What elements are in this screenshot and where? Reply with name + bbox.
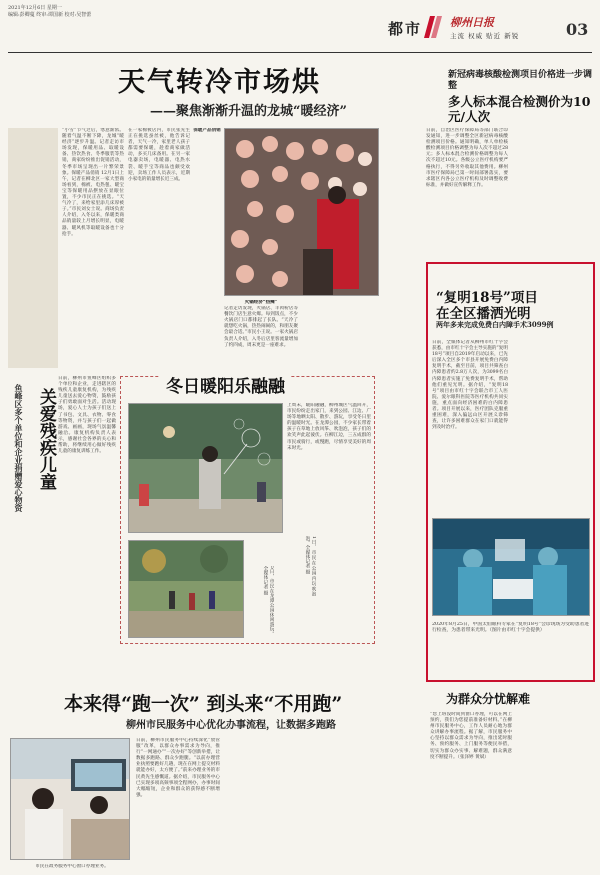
lead-headline: 天气转冷市场烘 bbox=[118, 67, 321, 98]
bottom-body: 日前，柳州市民服务中心持续深化“放管服”改革，以群众办事需求为导向，推行“一网通办”“一次办好”等创新举措，让数据多跑路、群众少跑腿。“以前办理营业执照要跑好几趟，现在在网上提交材料就能办好，太方便了。”前来办理业务的市民黄先生感慨道。据介绍，市民服务中心已实现多项高频事项全程网办，办事时间大幅缩短，企业和群众的获得感不断增强。 bbox=[136, 738, 220, 798]
surgery-photo-illustration bbox=[433, 519, 590, 616]
left-top-filler bbox=[8, 128, 58, 368]
bottom-photo bbox=[10, 738, 130, 860]
left-headline: 关爱残疾儿童 bbox=[36, 388, 56, 490]
service-body-right-col2 bbox=[516, 712, 594, 870]
nucleic-headline: 新冠病毒核酸检测项目价格进一步调整 bbox=[448, 70, 593, 91]
bottom-headline: 本来得“跑一次” 到头来“不用跑” bbox=[64, 693, 343, 715]
service-hall-photo-illustration bbox=[11, 739, 130, 860]
service-headline-right: 为群众分忧解难 bbox=[446, 692, 531, 706]
newspaper-logo: 柳州日报 bbox=[450, 16, 494, 29]
nucleic-body-col1: 日前，自治区医疗保障局等部门联合印发通知，进一步调整全区新冠病毒核酸检测项目价格。通知明确，单人单检核酸检测项目价格调整为每人次不超过28元；多人标本混合检测价格调整为每人次不超过10元。各级公立医疗机构要严格执行，不得另外收取其他费用。柳州市医疗保障局已第一时间部署落实，要求辖区内各公立医疗机构及时调整收费标准，并做好宣传解释工作。 bbox=[426, 128, 508, 188]
fuming-headline1: “复明18号”项目 bbox=[436, 290, 538, 306]
fuming-body: 日前，全媒体记者从柳州市红十字会获悉，由市红十字会主导实施的“复明18号”项目自2019年启动以来，已先后深入全区多个市县开展免费白内障复明手术，截至目前，项目共筛查白内障患者约2.8万人次，为3099名白内障患者实施了免费复明手术，帮助他们重见光明。据介绍，“复明18号”项目由市红十字会联合市工人医院、爱尔眼科医院等医疗机构共同实施，重点面向经济困难的白内障患者。项目开展以来，医疗团队克服重重困难，深入偏远山区开展义诊筛查，让许多困难群众在家门口就能得到及时治疗。 bbox=[432, 340, 508, 431]
nucleic-body-col2 bbox=[512, 128, 594, 258]
left-subhead: 鱼峰区多个单位和企业捐赠爱心物资 bbox=[14, 384, 24, 512]
lead-side-block bbox=[224, 300, 298, 366]
lead-body-col2: 在一家棉被店内，市民张先生正在挑选蚕丝被，他告诉记者，天气一冷，家里老人孩子都需要保暖，趁着商家做活动，多买几床备用。在另一家电器卖场，电暖器、电热水袋、暖手宝等商品也颇受欢迎，卖场工作人员表示，近期小家电的销量增长近三成。 bbox=[128, 128, 190, 182]
winter-body: 上周末，暖阳融融，柳州城区气温回升，市民纷纷走出家门，来到公园、江边、广场等地晒太阳、散步、游玩，享受冬日里的温暖时光。在龙潭公园，不少家长带着孩子在草地上放风筝、吹泡泡，孩子们的欢笑声此起彼伏。在柳江边，三五成群的市民或骑行，或慢跑，尽情享受美好的周末时光。 bbox=[287, 403, 371, 451]
page-number: 03 bbox=[566, 20, 589, 39]
service-body-right: “您上班没时间到窗口办理，可以在网上预约，我们为您提前准备好材料。”在柳州市民服务中心，工作人员耐心地为群众讲解办事流程。据了解，市民服务中心坚持以群众需求为导向，推出延时服务、预约服务、上门服务等便民举措，切实为群众办实事、解难题，群众满意度不断提升。（张泽婷 黄斌） bbox=[430, 712, 512, 760]
winter-caption-left: 1日，市民在公园内玩吹泡泡。全媒体记者 摄 bbox=[304, 536, 316, 596]
lead-photo-caption: 火锅经济“热辣” bbox=[244, 300, 278, 305]
right-filler bbox=[384, 262, 424, 366]
section-title: 都市 bbox=[388, 20, 423, 38]
section-slash-icon bbox=[424, 14, 442, 40]
masthead-tagline: 主流 权威 贴近 新锐 bbox=[450, 32, 520, 40]
bottom-body-col2 bbox=[224, 738, 308, 872]
left-body: 日前，柳州市鱼峰区组织多个单位和企业，走进辖区的残疾儿童康复机构，为残疾儿童送去爱心物资，鼓励孩子们勇敢面对生活。活动现场，爱心人士为孩子们送上了书包、文具、衣物、零食等物资，并与孩子们一起做游戏、画画，现场气氛温馨融洽。康复机构负责人表示，感谢社会各界的关心和帮助，将继续用心做好残疾儿童的康复训练工作。 bbox=[58, 376, 116, 455]
lead-section-label: 保暖产品俏销 bbox=[193, 128, 221, 133]
fuming-headline2: 在全区播洒光明 bbox=[436, 306, 531, 322]
lead-body-col4 bbox=[304, 300, 379, 366]
fuming-subhead: 两年多来完成免费白内障手术3099例 bbox=[436, 320, 554, 329]
lead-photo bbox=[224, 128, 379, 296]
winter-photo-right bbox=[128, 540, 244, 638]
lead-body-col1: “小雪”节气过后，寒意渐浓。随着气温不断下降，龙城“暖经济”逐步升温。记者走访市场发现，保暖用品、取暖设备、热饮热食、冬季服装等热销，商家纷纷推出促销活动，冬季市场呈现出一片繁荣景象。保暖产品俏销 12月1日上午，记者在柳北区一家大型商场看到，棉被、电热毯、暖宝宝等保暖用品摆放在显眼位置，不少市民正在挑选。“天气冷了，来给家里添几床厚被子。”市民刘女士说。商场负责人介绍，入冬以来，保暖类商品销量较上月增长明显，电暖器、暖风机等取暖设备也十分抢手。 bbox=[62, 128, 124, 237]
editors-line: 编辑:彭卿蔓 终审:谭国新 校对:吴智蕾 bbox=[8, 12, 92, 18]
winter-headline: 冬日暖阳乐融融 bbox=[160, 372, 291, 397]
nucleic-body-col0 bbox=[384, 128, 424, 260]
bottom-subhead: 柳州市民服务中心优化办事流程，让数据多跑路 bbox=[126, 720, 336, 731]
bubble-photo-illustration bbox=[129, 404, 283, 533]
masthead-meta bbox=[8, 5, 91, 19]
bottom-photo-caption: 市民在政务服务中心窗口办理业务。 bbox=[35, 864, 109, 869]
winter-caption-right: 5日，市民在龙潭公园休闲游玩。全媒体记者 摄 bbox=[262, 566, 274, 636]
fuming-body-col2 bbox=[512, 340, 590, 514]
lead-subhead: ——聚焦渐渐升温的龙城“暖经济” bbox=[150, 104, 347, 119]
nucleic-subheadline: 多人标本混合检测价为10元/人次 bbox=[448, 94, 591, 124]
lead-body-col3: 记者走访发现，火锅店、羊肉粉店等餐饮门店生意火爆。每到饭点，不少火锅店门口都排起了长队。“天冷了就想吃火锅，热热闹闹的，和朋友聚会最合适。”市民小王说。一家火锅店负责人介绍，入冬后店里客流量增加了约四成，周末更是一座难求。 bbox=[224, 306, 298, 348]
date-line: 2021年12月6日 星期一 bbox=[8, 5, 62, 11]
header-rule bbox=[8, 52, 592, 53]
park-photo-illustration bbox=[129, 541, 244, 638]
fuming-caption: 2020年8月25日，中国太仙眼科专家在“复明18号”会诊现场为受助患者进行检查，为患者带来光明。（图片由市红十字会提供） bbox=[432, 622, 590, 634]
bottom-body-col3 bbox=[312, 738, 424, 872]
lead-photo-illustration bbox=[225, 129, 379, 296]
fuming-photo bbox=[432, 518, 590, 616]
winter-photo-left bbox=[128, 403, 283, 533]
